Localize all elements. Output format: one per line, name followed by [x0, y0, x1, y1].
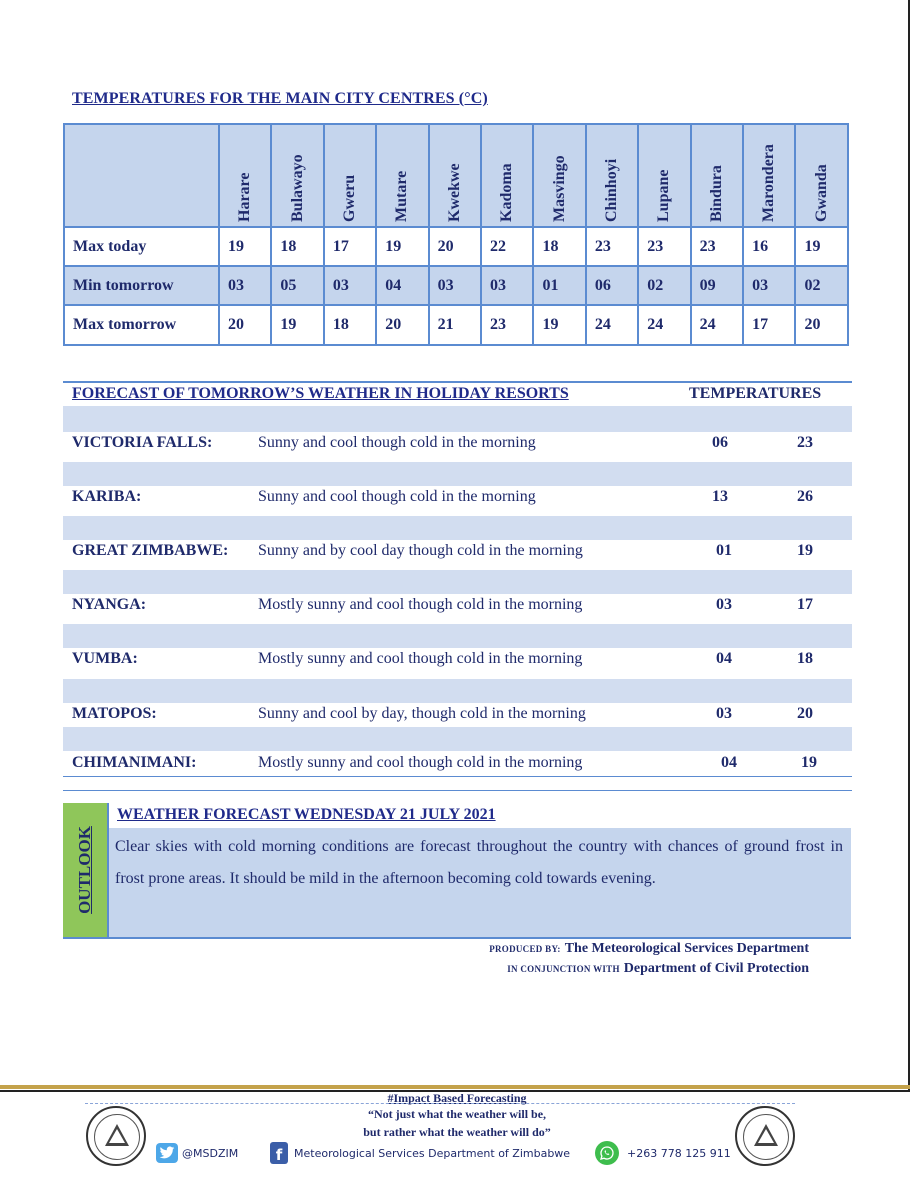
table-cell: 02 — [638, 266, 690, 305]
iso-seal-left-icon — [86, 1106, 146, 1166]
table-cell: 20 — [795, 305, 848, 345]
resort-description: Sunny and cool though cold in the morning — [258, 434, 536, 451]
table-row — [64, 305, 848, 345]
whatsapp-icon — [595, 1141, 619, 1165]
outlook-title: WEATHER FORECAST WEDNESDAY 21 JULY 2021 — [117, 806, 496, 823]
table-cell: 03 — [481, 266, 533, 305]
facebook-link[interactable] — [270, 1142, 570, 1164]
outlook-label: OUTLOOK — [75, 826, 94, 914]
resort-max: 23 — [797, 434, 813, 451]
corner-cell — [64, 124, 219, 227]
divider — [63, 790, 852, 791]
resort-name: GREAT ZIMBABWE: — [72, 542, 229, 559]
row-band — [63, 462, 852, 486]
table-cell: 18 — [271, 227, 323, 266]
outlook-body — [109, 828, 851, 937]
footer-quote-line2: but rather what the weather will do” — [363, 1125, 551, 1139]
resort-description: Sunny and cool though cold in the morning — [258, 488, 536, 505]
city-header: Kwekwe — [429, 124, 481, 227]
city-header: Harare — [219, 124, 271, 227]
twitter-icon — [156, 1143, 178, 1163]
table-cell: 19 — [533, 305, 585, 345]
temperatures-header: TEMPERATURES — [689, 385, 822, 402]
conjunction-with: Department of Civil Protection — [623, 961, 809, 976]
city-header: Marondera — [743, 124, 795, 227]
table-cell: 19 — [795, 227, 848, 266]
resort-min: 13 — [712, 488, 728, 505]
resort-max: 19 — [801, 754, 817, 771]
conjunction-label: IN CONJUNCTION WITH — [507, 964, 620, 974]
facebook-icon: f — [270, 1142, 288, 1164]
table-cell: 05 — [271, 266, 323, 305]
resort-name: VICTORIA FALLS: — [72, 434, 213, 451]
table-cell: 01 — [533, 266, 585, 305]
resort-name: MATOPOS: — [72, 705, 157, 722]
table-cell: 24 — [586, 305, 638, 345]
resort-description: Sunny and cool by day, though cold in the morning — [258, 705, 586, 722]
table-cell: 18 — [324, 305, 376, 345]
table-row — [64, 266, 848, 305]
table-cell: 23 — [638, 227, 690, 266]
table-cell: 19 — [219, 227, 271, 266]
city-header: Bulawayo — [271, 124, 323, 227]
city-header: Gwanda — [795, 124, 848, 227]
city-header: Bindura — [691, 124, 743, 227]
city-header: Lupane — [638, 124, 690, 227]
row-band — [63, 727, 852, 751]
resort-name: CHIMANIMANI: — [72, 754, 197, 771]
resort-description: Mostly sunny and cool though cold in the morning — [258, 754, 583, 771]
table-cell: 20 — [429, 227, 481, 266]
table-cell: 17 — [743, 305, 795, 345]
resort-description: Mostly sunny and cool though cold in the morning — [258, 650, 583, 667]
city-header-row — [64, 124, 848, 227]
outlook-panel — [63, 803, 851, 939]
iso-seal-right-icon — [735, 1106, 795, 1166]
divider — [63, 776, 852, 777]
table-cell: 06 — [586, 266, 638, 305]
table-cell: 23 — [481, 305, 533, 345]
table-cell: 23 — [586, 227, 638, 266]
produced-by: The Meteorological Services Department — [564, 941, 809, 956]
table-row — [64, 227, 848, 266]
table-cell: 18 — [533, 227, 585, 266]
outlook-side-label — [63, 803, 109, 937]
city-header: Masvingo — [533, 124, 585, 227]
table-cell: 17 — [324, 227, 376, 266]
resort-min: 04 — [716, 650, 732, 667]
credits — [489, 939, 809, 977]
twitter-link[interactable] — [156, 1142, 238, 1164]
whatsapp-link[interactable] — [595, 1142, 731, 1164]
table-cell: 21 — [429, 305, 481, 345]
table-cell: 03 — [324, 266, 376, 305]
row-label: Max today — [64, 227, 219, 266]
page-border-right — [908, 0, 910, 1090]
footer-rule — [0, 1085, 910, 1089]
divider — [63, 381, 852, 383]
table-cell: 19 — [376, 227, 428, 266]
resort-min: 06 — [712, 434, 728, 451]
twitter-handle: @MSDZIM — [182, 1146, 239, 1160]
row-band — [63, 679, 852, 703]
resort-min: 03 — [716, 705, 732, 722]
resort-min: 01 — [716, 542, 732, 559]
resort-name: VUMBA: — [72, 650, 138, 667]
table-cell: 03 — [429, 266, 481, 305]
table-cell: 23 — [691, 227, 743, 266]
row-label: Min tomorrow — [64, 266, 219, 305]
row-label: Max tomorrow — [64, 305, 219, 345]
resort-name: NYANGA: — [72, 596, 147, 613]
city-header: Gweru — [324, 124, 376, 227]
resort-max: 26 — [797, 488, 813, 505]
table-cell: 22 — [481, 227, 533, 266]
whatsapp-number: +263 778 125 911 — [627, 1146, 731, 1160]
outlook-text: Clear skies with cold morning conditions are forecast throughout the country with chances of ground frost in frost prone areas. It should be mild in the afternoon becoming cold towards evening. — [115, 838, 843, 887]
footer-dotted-line — [85, 1103, 795, 1104]
table-cell: 04 — [376, 266, 428, 305]
facebook-page: Meteorological Services Department of Zimbabwe — [294, 1146, 571, 1160]
table-cell: 02 — [795, 266, 848, 305]
city-table-title: TEMPERATURES FOR THE MAIN CITY CENTRES (°C) — [72, 90, 488, 107]
table-cell: 19 — [271, 305, 323, 345]
footer-quote-line1: “Not just what the weather will be, — [367, 1107, 547, 1121]
resort-description: Mostly sunny and cool though cold in the morning — [258, 596, 583, 613]
table-cell: 09 — [691, 266, 743, 305]
table-cell: 20 — [219, 305, 271, 345]
resort-max: 18 — [797, 650, 813, 667]
resort-min: 04 — [721, 754, 737, 771]
hashtag: #Impact Based Forecasting — [387, 1091, 527, 1105]
city-header: Mutare — [376, 124, 428, 227]
produced-by-label: PRODUCED BY: — [489, 944, 561, 954]
row-band — [63, 516, 852, 540]
row-band — [63, 406, 852, 432]
resort-min: 03 — [716, 596, 732, 613]
resort-name: KARIBA: — [72, 488, 142, 505]
resort-description: Sunny and by cool day though cold in the morning — [258, 542, 583, 559]
city-header: Kadoma — [481, 124, 533, 227]
city-header: Chinhoyi — [586, 124, 638, 227]
table-cell: 03 — [743, 266, 795, 305]
resort-max: 19 — [797, 542, 813, 559]
row-band — [63, 570, 852, 594]
resort-max: 17 — [797, 596, 813, 613]
row-band — [63, 624, 852, 648]
table-cell: 16 — [743, 227, 795, 266]
table-cell: 24 — [691, 305, 743, 345]
table-cell: 24 — [638, 305, 690, 345]
resorts-title: FORECAST OF TOMORROW’S WEATHER IN HOLIDAY RESORTS — [72, 385, 569, 402]
table-cell: 20 — [376, 305, 428, 345]
table-cell: 03 — [219, 266, 271, 305]
city-temperature-table — [63, 123, 849, 346]
resort-max: 20 — [797, 705, 813, 722]
